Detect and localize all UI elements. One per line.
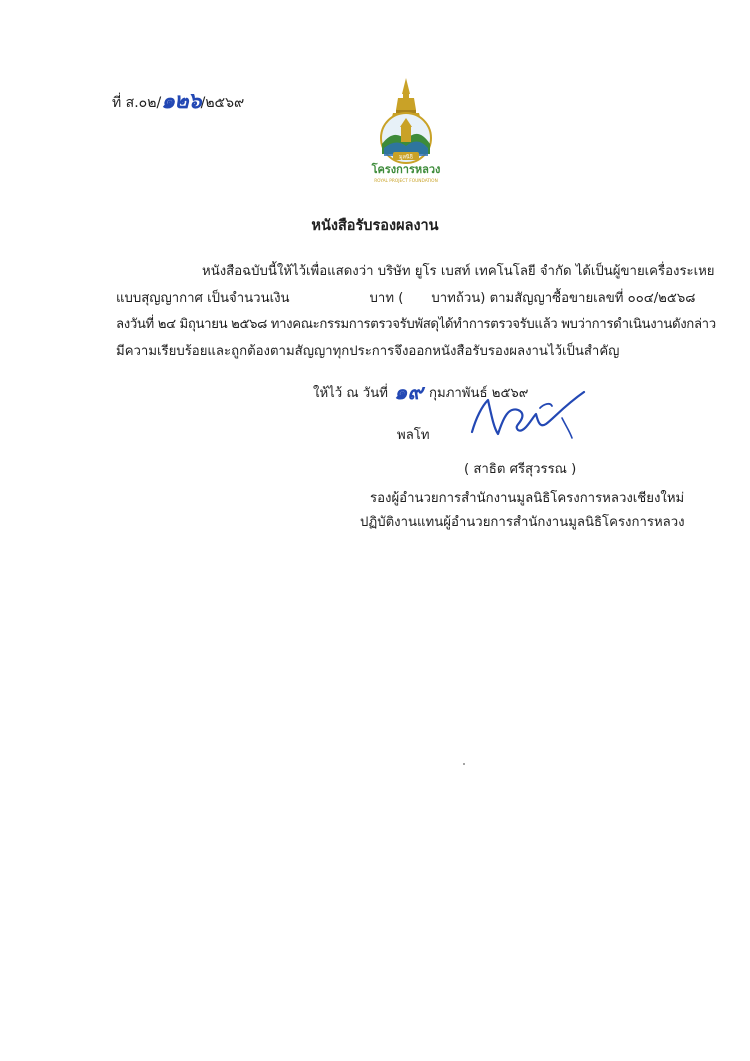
handwritten-signature bbox=[466, 388, 596, 444]
body-line-3: ลงวันที่ ๒๔ มิถุนายน ๒๕๖๘ ทางคณะกรรมการตรวจรับพัสดุได้ทำการตรวจรับแล้ว พบว่าการดำเนินงานดังกล่าว bbox=[116, 317, 716, 332]
body-line-4: มีความเรียบร้อยและถูกต้องตามสัญญาทุกประการจึงออกหนังสือรับรองผลงานไว้เป็นสำคัญ bbox=[116, 343, 620, 359]
logo-english-text: ROYAL PROJECT FOUNDATION bbox=[374, 179, 438, 184]
given-date-handwritten-day: ๑๙ bbox=[394, 380, 423, 404]
royal-project-foundation-logo bbox=[360, 74, 452, 186]
logo-emblem-text: มูลนิธิ bbox=[398, 154, 414, 161]
given-date-suffix: กุมภาพันธ์ ๒๕๖๙ bbox=[429, 386, 529, 401]
document-reference-number bbox=[112, 82, 244, 117]
body-line-2a: แบบสุญญากาศ เป็นจำนวนเงิน bbox=[116, 290, 290, 306]
reference-suffix: /๒๕๖๙ bbox=[200, 95, 245, 111]
document-title: หนังสือรับรองผลงาน bbox=[311, 218, 439, 234]
reference-prefix: ที่ ส.๐๒/ bbox=[112, 95, 162, 111]
body-line-1: หนังสือฉบับนี้ให้ไว้เพื่อแสดงว่า บริษัท ยูโร เบสท์ เทคโนโลยี จำกัด ได้เป็นผู้ขายเครื่องระเหย bbox=[202, 264, 715, 279]
scan-speck bbox=[463, 763, 465, 765]
reference-handwritten-number: ๑๒๖ bbox=[161, 89, 201, 114]
signatory-title-1: รองผู้อำนวยการสำนักงานมูลนิธิโครงการหลวงเชียงใหม่ bbox=[370, 491, 685, 506]
body-line-2b: บาท ( bbox=[369, 290, 404, 306]
given-date-prefix: ให้ไว้ ณ วันที่ bbox=[313, 386, 388, 401]
signatory-rank: พลโท bbox=[397, 428, 430, 443]
logo-thai-text: โครงการหลวง bbox=[371, 163, 441, 176]
signatory-name: ( สาธิต ศรีสุวรรณ ) bbox=[464, 462, 577, 477]
document-body bbox=[116, 259, 716, 365]
body-line-2 bbox=[116, 286, 696, 313]
signatory-title-2: ปฏิบัติงานแทนผู้อำนวยการสำนักงานมูลนิธิโครงการหลวง bbox=[360, 515, 685, 530]
body-line-2c: บาทถ้วน) ตามสัญญาซื้อขายเลขที่ ๐๐๔/๒๕๖๘ bbox=[431, 290, 696, 306]
